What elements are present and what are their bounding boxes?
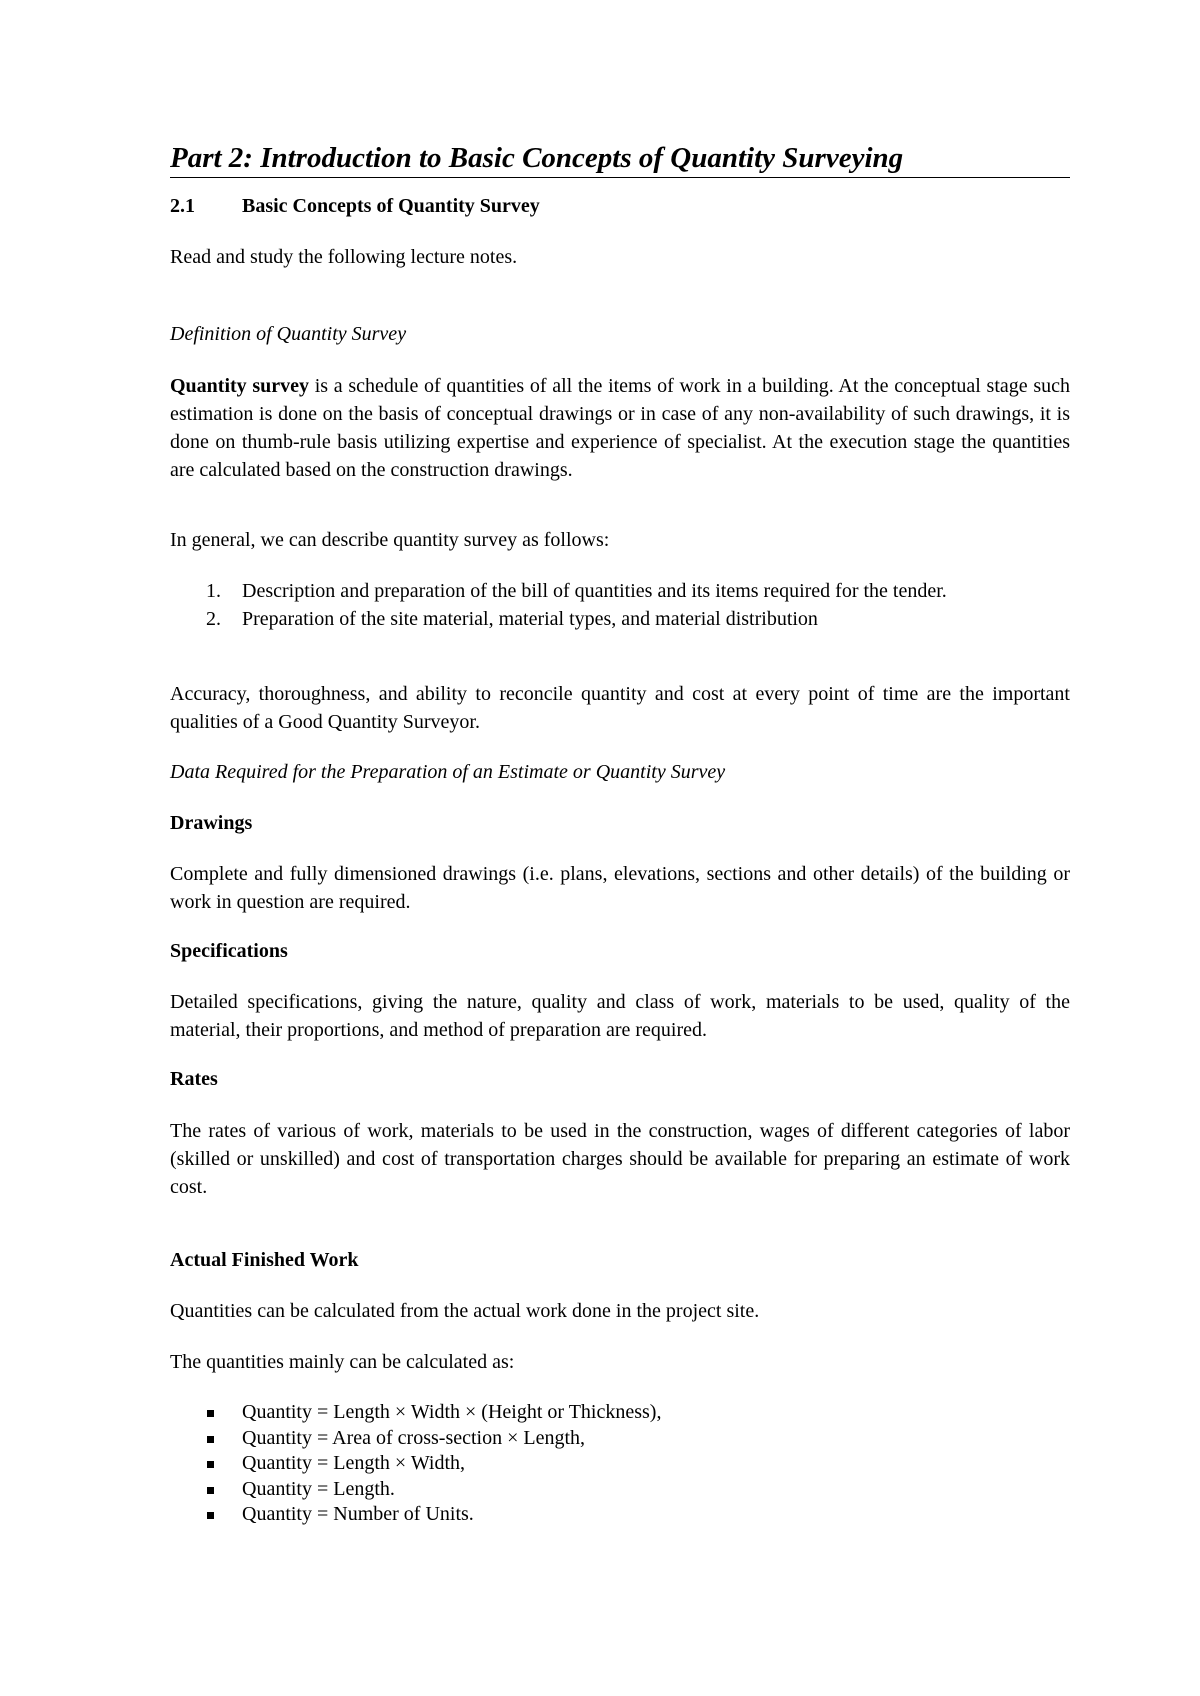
rates-heading: Rates xyxy=(170,1068,218,1090)
general-lead: In general, we can describe quantity survey as follows: xyxy=(170,529,610,551)
formula-item xyxy=(170,1400,1070,1426)
list-marker: 1. xyxy=(206,580,221,602)
drawings-paragraph: Complete and fully dimensioned drawings (i.e. plans, elevations, sections and other details) of the building or work in question are required. xyxy=(170,863,1070,913)
drawings-heading: Drawings xyxy=(170,812,253,834)
general-list xyxy=(170,577,1070,633)
section-heading xyxy=(170,192,1070,220)
definition-term: Quantity survey xyxy=(170,375,310,397)
specifications-paragraph: Detailed specifications, giving the nature, quality and class of work, materials to be used, quality of the material, their proportions, and method of preparation are required. xyxy=(170,991,1070,1041)
section-title: Basic Concepts of Quantity Survey xyxy=(242,195,540,217)
data-required-heading: Data Required for the Preparation of an Estimate or Quantity Survey xyxy=(170,761,726,783)
formula-text: Quantity = Number of Units. xyxy=(242,1503,474,1526)
formula-item xyxy=(170,1502,1070,1528)
list-item xyxy=(170,577,1070,605)
rates-paragraph: The rates of various of work, materials to be used in the construction, wages of different categories of labor (skilled or unskilled) and cost of transportation charges should be available for preparing an estimate of work cost. xyxy=(170,1120,1070,1198)
part-title: Part 2: Introduction to Basic Concepts of Quantity Surveying xyxy=(170,140,1070,178)
formula-list xyxy=(170,1400,1070,1528)
qualities-paragraph: Accuracy, thoroughness, and ability to reconcile quantity and cost at every point of time are the important qualities of a Good Quantity Surveyor. xyxy=(170,683,1070,733)
definition-text: is a schedule of quantities of all the items of work in a building. At the conceptual stage such estimation is done on the basis of conceptual drawings or in case of any non-availability of such drawings, it is done on thumb-rule basis utilizing expertise and experience of specialist. At the execution stage the quantities are calculated based on the construction drawings. xyxy=(170,375,1070,481)
bullet-icon xyxy=(207,1487,214,1494)
definition-paragraph xyxy=(170,372,1070,484)
formula-item xyxy=(170,1451,1070,1477)
formula-item xyxy=(170,1477,1070,1503)
list-marker: 2. xyxy=(206,608,221,630)
actual-work-heading: Actual Finished Work xyxy=(170,1249,359,1271)
list-item xyxy=(170,605,1070,633)
bullet-icon xyxy=(207,1436,214,1443)
formulas-lead: The quantities mainly can be calculated as: xyxy=(170,1351,515,1373)
intro-paragraph: Read and study the following lecture notes. xyxy=(170,246,518,268)
section-number: 2.1 xyxy=(170,195,195,217)
bullet-icon xyxy=(207,1512,214,1519)
formula-text: Quantity = Length × Width × (Height or Thickness), xyxy=(242,1401,662,1423)
actual-work-paragraph: Quantities can be calculated from the actual work done in the project site. xyxy=(170,1300,760,1322)
list-item-text: Description and preparation of the bill of quantities and its items required for the tender. xyxy=(242,580,947,602)
formula-text: Quantity = Length × Width, xyxy=(242,1452,466,1475)
formula-text: Quantity = Length. xyxy=(242,1477,395,1500)
formula-text: Quantity = Area of cross-section × Length, xyxy=(242,1426,586,1449)
list-item-text: Preparation of the site material, material types, and material distribution xyxy=(242,608,818,630)
definition-heading: Definition of Quantity Survey xyxy=(170,323,407,345)
formula-item xyxy=(170,1426,1070,1452)
specifications-heading: Specifications xyxy=(170,940,288,962)
bullet-icon xyxy=(207,1410,214,1417)
bullet-icon xyxy=(207,1461,214,1468)
